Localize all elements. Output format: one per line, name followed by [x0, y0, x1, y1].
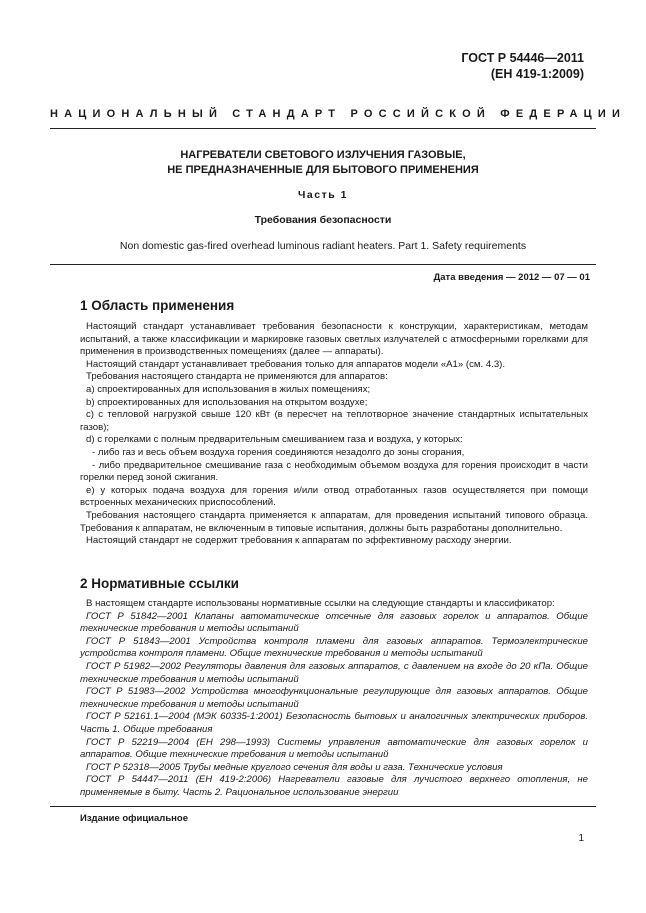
section-1-body: [80, 321, 588, 548]
footer-divider: [50, 806, 596, 807]
paragraph: Настоящий стандарт устанавливает требования только для аппаратов модели «А1» (см. 4.3).: [86, 358, 506, 370]
reference-item: ГОСТ Р 52161.1—2004 (МЭК 60335-1:2001) Безопасность бытовых и аналогичных электрических приборов. Часть 1. Общие требования: [80, 711, 588, 735]
document-title: [50, 148, 596, 178]
paragraph: Требования настоящего стандарта не применяются для аппаратов:: [86, 371, 388, 383]
paragraph: Настоящий стандарт не содержит требования к аппаратам по эффективному расходу энергии.: [86, 535, 512, 547]
title-line-2: НЕ ПРЕДНАЗНАЧЕННЫЕ ДЛЯ БЫТОВОГО ПРИМЕНЕНИЯ: [167, 164, 479, 176]
reference-item: ГОСТ Р 51982—2002 Регуляторы давления для газовых аппаратов, с давлением на входе до 20 кПа. Общие технические требования и методы испытаний: [80, 660, 588, 685]
reference-item: ГОСТ Р 54447—2011 (ЕН 419-2:2006) Нагреватели газовые для лучистого верхнего отопления, не применяемые в быту. Часть 2. Рациональное использование энергии: [80, 774, 588, 798]
list-item: a) спроектированных для использования в жилых помещениях;: [86, 383, 371, 395]
list-item: e) у которых подача воздуха для горения и/или отвод отработанных газов осуществляется при помощи встроенных механических приспособлений.: [80, 484, 588, 509]
paragraph: Настоящий стандарт устанавливает требования безопасности к конструкции, характеристикам, методам испытаний, а также классификации и маркировке газовых светлых излучателей с атмосферными горелками для применения в производственных помещениях (далее — аппараты).: [80, 321, 588, 358]
national-standard-banner: НАЦИОНАЛЬНЫЙ СТАНДАРТ РОССИЙСКОЙ ФЕДЕРАЦИИ: [50, 108, 627, 120]
part-label: Часть 1: [298, 189, 348, 201]
list-item: b) спроектированных для использования на открытом воздухе;: [86, 396, 368, 408]
list-item: c) с тепловой нагрузкой свыше 120 кВт (в пересчет на теплотворное значение стандартных испытательных газов);: [80, 409, 588, 433]
official-edition-label: Издание официальное: [80, 813, 188, 824]
reference-item: ГОСТ Р 51842—2001 Клапаны автоматические отсечные для газовых горелок и аппаратов. Общие технические требования и методы испытаний: [80, 610, 588, 635]
page-number: 1: [578, 833, 584, 844]
document-subtitle: Требования безопасности: [254, 214, 392, 226]
section-2-body: [80, 598, 588, 800]
paragraph: Требования настоящего стандарта применяется к аппаратам, для проведения испытаний типового образца. Требования к аппаратам, не включенным в типовые испытания, должны быть разработаны дополнительно.: [80, 509, 588, 534]
en-equivalent: (ЕН 419-1:2009): [490, 67, 584, 81]
document-designation: [461, 50, 584, 82]
reference-item: ГОСТ Р 51843—2001 Устройства контроля пламени для газовых аппаратов. Термоэлектрические устройства контроля пламени. Общие технические требования и методы испытаний: [80, 635, 588, 660]
paragraph: В настоящем стандарте использованы нормативные ссылки на следующие стандарты и классификатор:: [86, 598, 555, 609]
list-subitem: - либо предварительное смешивание газа с необходимым объемом воздуха для горения происходит в части горелки перед зоной сжигания.: [80, 459, 588, 484]
gost-number: ГОСТ Р 54446—2011: [461, 51, 584, 65]
reference-item: ГОСТ Р 52219—2004 (ЕН 298—1993) Системы управления автоматические для газовых горелок и аппаратов. Общие технические требования и методы испытаний: [80, 736, 588, 761]
effective-date: Дата введения — 2012 — 07 — 01: [433, 272, 590, 283]
list-subitem: - либо газ и весь объем воздуха горения соединяются незадолго до зоны сгорания,: [92, 446, 465, 458]
list-item: d) с горелками с полным предварительным смешиванием газа и воздуха, у которых:: [86, 434, 463, 446]
reference-item: ГОСТ Р 51983—2002 Устройства многофункциональные регулирующие для газовых аппаратов. Общие технические требования и методы испытаний: [80, 686, 588, 710]
english-title: Non domestic gas-fired overhead luminous radiant heaters. Part 1. Safety requirements: [119, 240, 527, 252]
section-2-heading: 2 Нормативные ссылки: [80, 576, 239, 591]
title-divider: [50, 264, 596, 265]
section-1-heading: 1 Область применения: [80, 298, 235, 313]
reference-item: ГОСТ Р 52318—2005 Трубы медные круглого сечения для воды и газа. Технические условия: [86, 761, 503, 773]
top-divider: [50, 128, 596, 129]
title-line-1: НАГРЕВАТЕЛИ СВЕТОВОГО ИЗЛУЧЕНИЯ ГАЗОВЫЕ,: [180, 149, 466, 161]
